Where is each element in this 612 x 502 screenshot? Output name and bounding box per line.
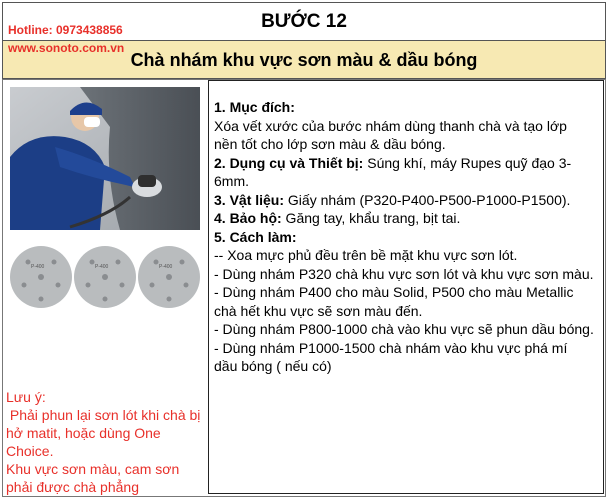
section-materials-heading: 3. Vật liệu:	[214, 191, 285, 208]
disc-label-2: P-400	[95, 264, 109, 270]
section-protection-text: Găng tay, khẩu trang, bịt tai.	[281, 210, 461, 226]
worker-sanding-photo	[10, 87, 200, 230]
note-line-2: Khu vực sơn màu, cam sơn phải được chà phẳng	[6, 461, 184, 495]
method-step: -- Xoa mực phủ đều trên bề mặt khu vực sơn lót.	[214, 247, 518, 263]
page-title: BƯỚC 12	[261, 11, 347, 32]
method-step: - Dùng nhám P400 cho màu Solid, P500 cho màu Metallic chà hết khu vực sẽ sơn màu đến.	[214, 284, 574, 319]
sanding-discs-photo	[10, 237, 200, 317]
section-method-heading: 5. Cách làm:	[214, 228, 297, 245]
section-protection-heading: 4. Bảo hộ:	[214, 210, 282, 226]
hotline-text: Hotline: 0973438856	[8, 23, 123, 37]
method-step: - Dùng nhám P320 chà khu vực sơn lót và khu vực sơn màu.	[214, 265, 594, 282]
section-materials	[214, 191, 594, 210]
instructions-content	[214, 98, 594, 376]
section-method	[214, 228, 594, 247]
section-materials-text: Giấy nhám (P320-P400-P500-P1000-P1500).	[284, 191, 571, 208]
section-tools-text: Súng khí, máy Rupes quỹ đạo 3-6mm.	[214, 154, 572, 189]
section-tools-heading: 2. Dụng cụ và Thiết bị:	[214, 154, 364, 171]
section-tools	[214, 154, 594, 191]
sanding-disc-1	[10, 246, 72, 308]
website-link[interactable]: www.sonoto.com.vn	[8, 41, 125, 55]
section-purpose	[214, 98, 594, 117]
disc-label-3: P-400	[159, 264, 173, 270]
sanding-disc-2	[74, 246, 136, 308]
note-box	[6, 388, 206, 496]
method-step: - Dùng nhám P1000-1500 chà nhám vào khu vực phá mí dầu bóng ( nếu có)	[214, 339, 568, 374]
photo-image	[10, 87, 200, 230]
discs-image	[10, 237, 200, 317]
page-subtitle: Chà nhám khu vực sơn màu & dầu bóng	[130, 50, 478, 70]
section-purpose-heading: 1. Mục đích:	[214, 99, 295, 115]
note-line-1: Phải phun lại sơn lót khi chà bị hở matit, hoặc dùng One Choice.	[6, 407, 205, 459]
note-heading: Lưu ý:	[6, 389, 46, 405]
disc-label-1: P-400	[31, 264, 45, 270]
section-protection	[214, 209, 594, 228]
method-step: - Dùng nhám P800-1000 chà vào khu vực sẽ phun dầu bóng.	[214, 321, 594, 337]
sanding-disc-3	[138, 246, 200, 308]
section-purpose-text: Xóa vết xước của bước nhám dùng thanh chà và tạo lớp nền tốt cho lớp sơn màu & dầu bóng.	[214, 117, 567, 152]
